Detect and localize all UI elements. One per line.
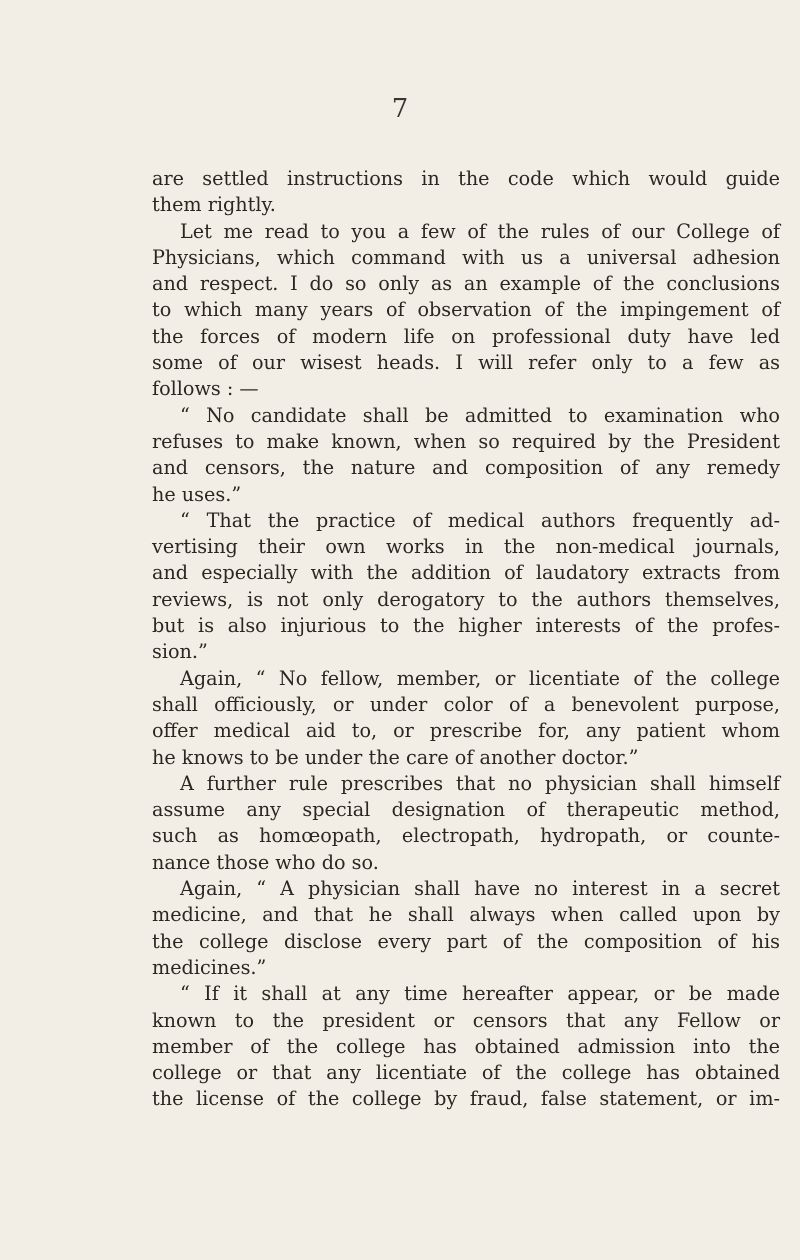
text-line: them rightly. [152,193,276,217]
text-line: college or that any licentiate of the college has obtained [152,1061,780,1085]
text-line: medicine, and that he shall always when called upon by [152,903,780,927]
text-line: refuses to make known, when so required by the President [152,429,780,453]
text-line: Again, “ A physician shall have no interest in a secret [180,877,780,901]
text-line: are settled instructions in the code which would guide [152,167,780,190]
text-line: “ That the practice of medical authors frequently ad- [180,508,780,532]
page-number: 7 [391,94,409,124]
text-line: the forces of modern life on professional duty have led [152,324,780,348]
text-line: to which many years of observation of the impingement of [152,298,780,322]
text-line: he uses.” [152,482,242,506]
text-line: member of the college has obtained admission into the [152,1034,780,1058]
text-line: Physicians, which command with us a universal adhesion [152,245,780,269]
text-line: Again, “ No fellow, member, or licentiate of the college [180,666,780,690]
text-line: but is also injurious to the higher interests of the profes- [152,614,780,638]
text-line: vertising their own works in the non-medical journals, [152,535,780,559]
text-line: the college disclose every part of the composition of his [152,929,780,953]
text-line: shall officiously, or under color of a benevolent purpose, [152,692,780,716]
text-line: such as homœopath, electropath, hydropath, or counte- [152,824,780,848]
text-line: known to the president or censors that any Fellow or [152,1008,780,1032]
text-line: offer medical aid to, or prescribe for, any patient whom [152,719,780,743]
text-line: and respect. I do so only as an example of the conclusions [152,272,780,296]
text-line: sion.” [152,640,208,664]
text-line: and especially with the addition of laudatory extracts from [152,561,780,585]
body-text [152,166,780,1113]
text-line: reviews, is not only derogatory to the authors themselves, [152,587,780,611]
text-line: Let me read to you a few of the rules of our College of [180,219,780,243]
text-line: “ No candidate shall be admitted to examination who [180,403,780,427]
text-line: A further rule prescribes that no physician shall himself [180,771,780,795]
text-line: assume any special designation of therapeutic method, [152,798,780,822]
text-line: follows : — [152,377,259,401]
text-line: “ If it shall at any time hereafter appear, or be made [180,982,780,1006]
text-line: nance those who do so. [152,850,379,874]
text-line: he knows to be under the care of another doctor.” [152,745,639,769]
text-line: and censors, the nature and composition of any remedy [152,456,780,480]
text-line: some of our wisest heads. I will refer only to a few as [152,351,780,375]
text-line: medicines.” [152,955,267,979]
text-line: the license of the college by fraud, false statement, or im- [152,1087,780,1111]
